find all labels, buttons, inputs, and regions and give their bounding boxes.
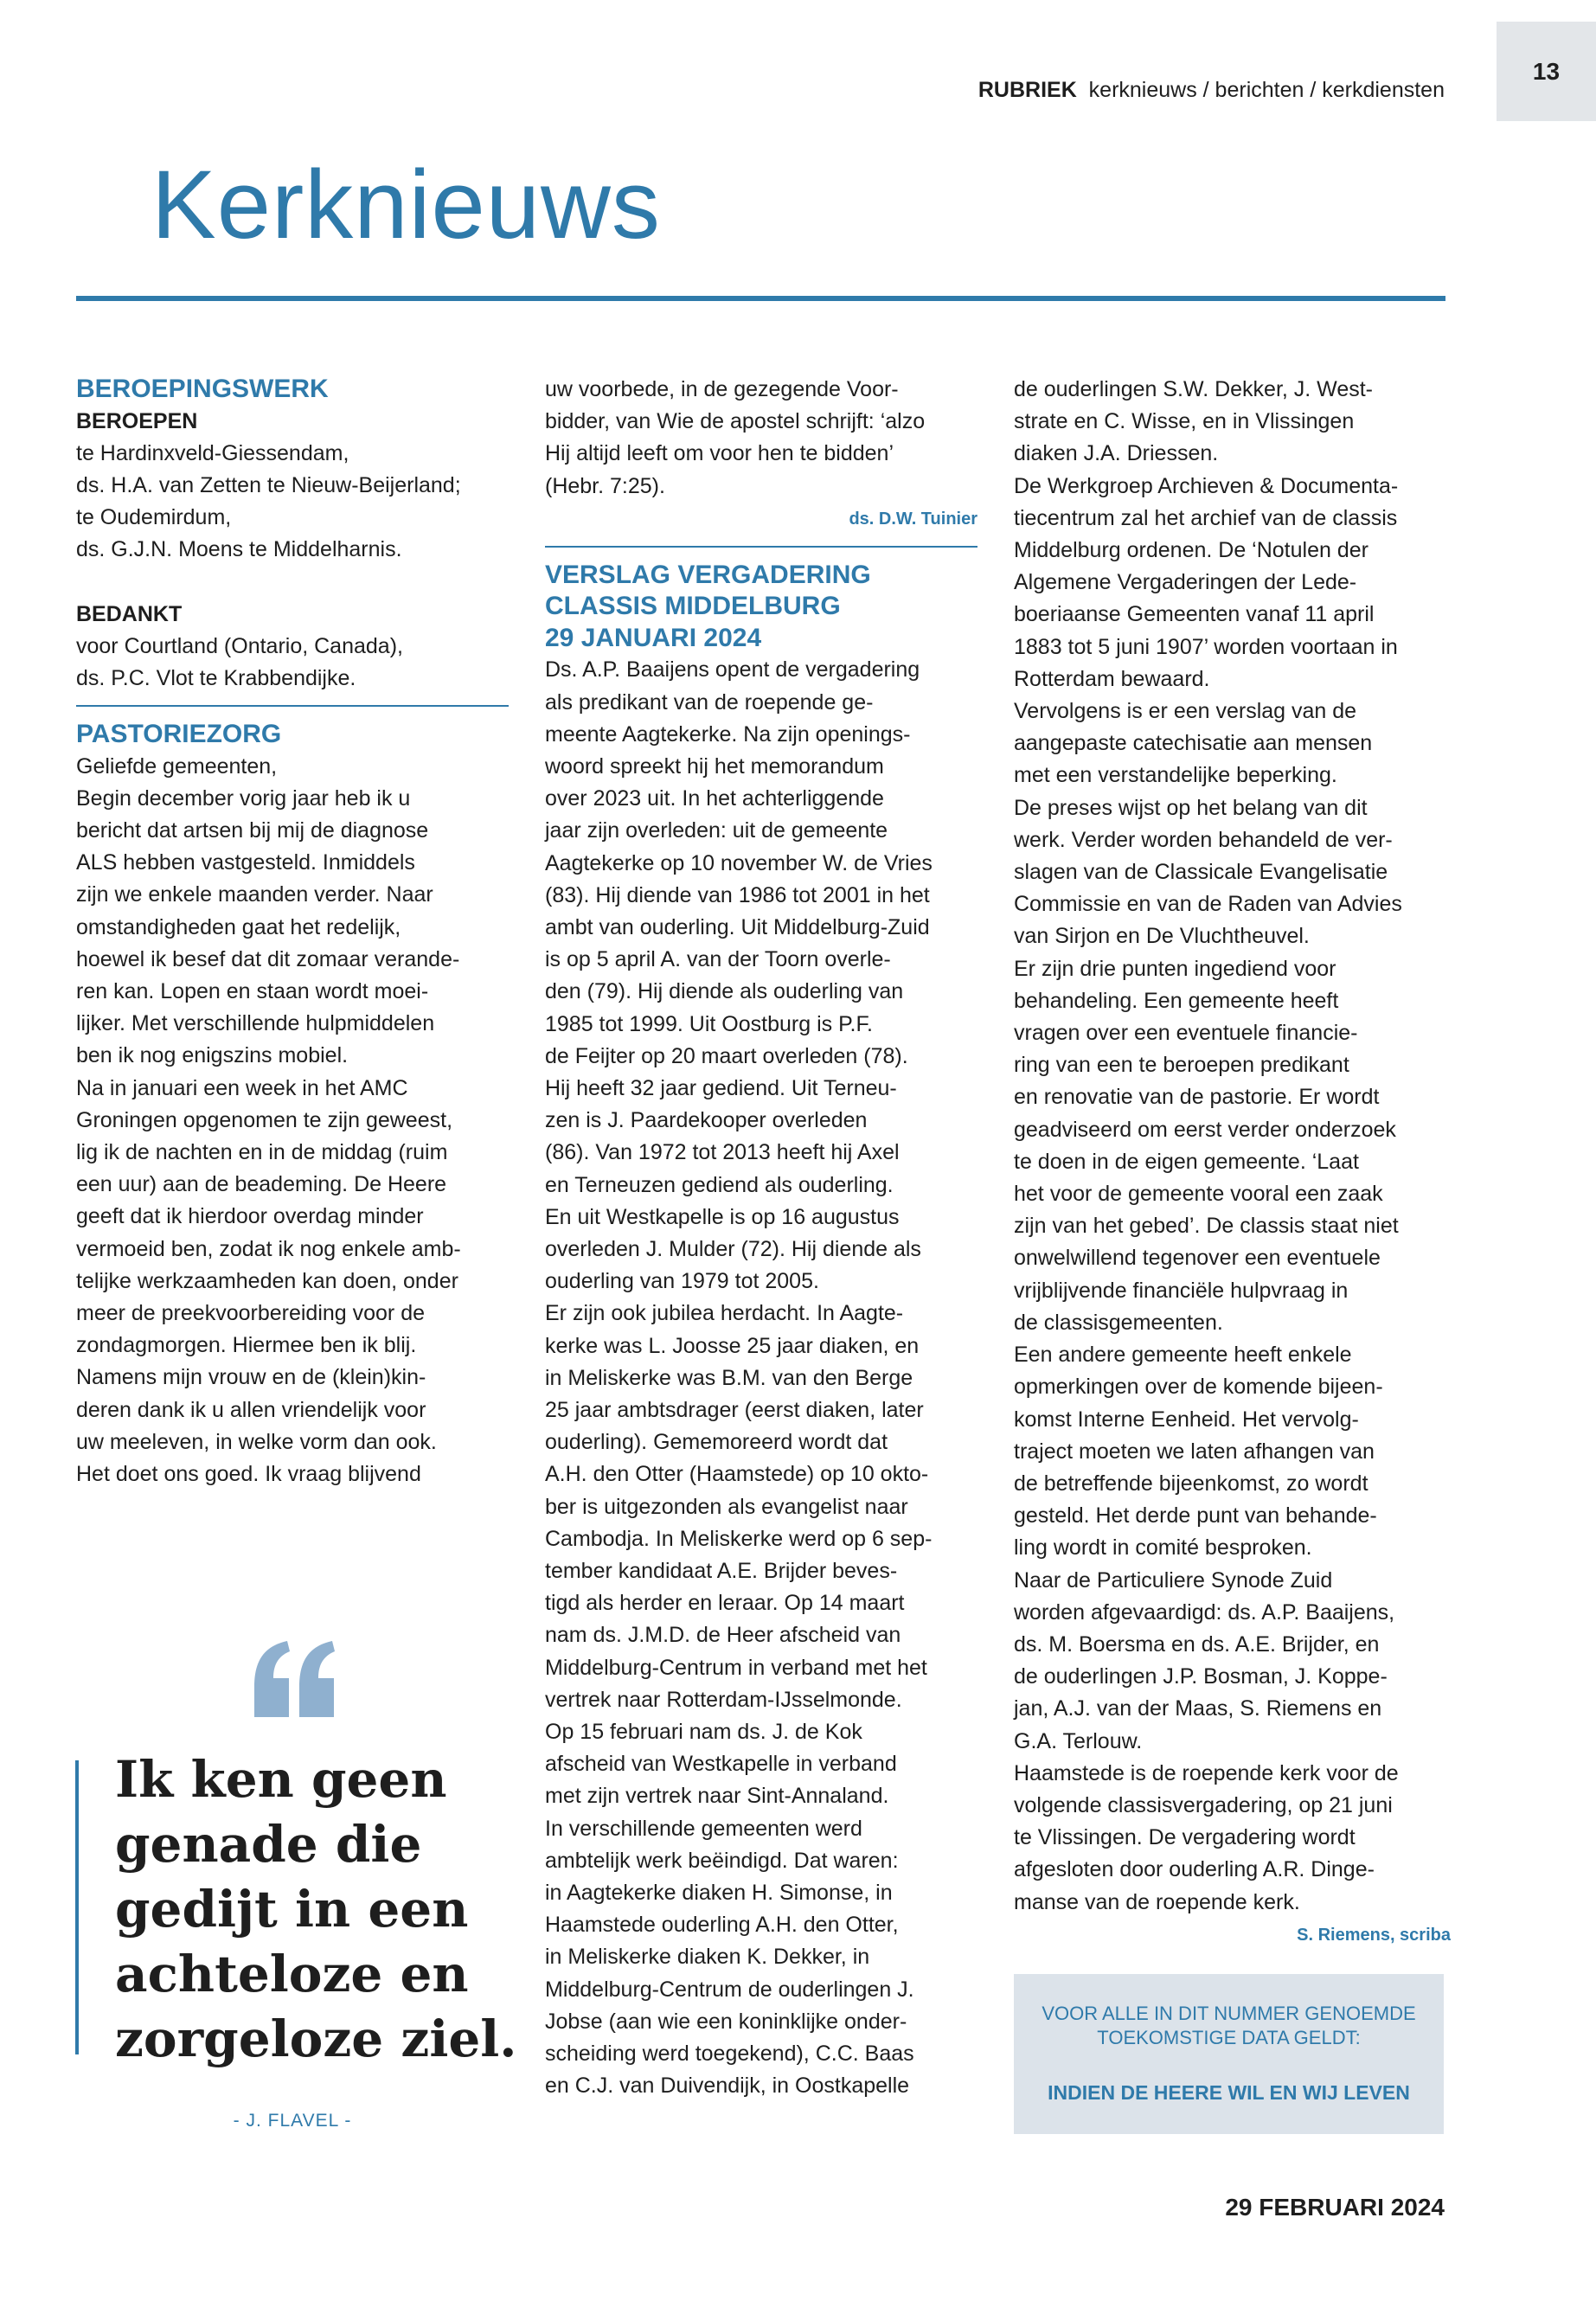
text-line: geeft dat ik hierdoor overdag minder — [76, 1204, 424, 1229]
text-line: volgende classisvergadering, op 21 juni — [1014, 1792, 1393, 1817]
text-line: 25 jaar ambtsdrager (eerst diaken, later — [545, 1397, 924, 1422]
verslag-body — [545, 654, 977, 2102]
text-line: bericht dat artsen bij mij de diagnose — [76, 818, 429, 843]
text-line: (86). Van 1972 tot 2013 heeft hij Axel — [545, 1140, 900, 1165]
header-rubriek — [978, 78, 1445, 103]
text-line: over 2023 uit. In het achterliggende — [545, 786, 884, 811]
text-line: Op 15 februari nam ds. J. de Kok — [545, 1720, 862, 1745]
pastoriezorg-continued — [545, 374, 977, 503]
text-line: de ouderlingen S.W. Dekker, J. West- — [1014, 377, 1374, 401]
verslag-signature: S. Riemens, scriba — [1297, 1925, 1451, 1945]
text-line: Groningen opgenomen te zijn geweest, — [76, 1107, 453, 1132]
pull-quote: Ik ken geen genade die gedijt in een achteloze en zorgeloze ziel. — [115, 1750, 517, 2068]
text-line: meer de preekvoorbereiding voor de — [76, 1301, 426, 1326]
section-divider — [545, 546, 977, 548]
text-line: Rotterdam bewaard. — [1014, 666, 1210, 691]
quote-author: - J. FLAVEL - — [233, 2111, 352, 2131]
notice-box — [1014, 1974, 1444, 2134]
column-1 — [76, 374, 509, 1490]
text-line: Ds. A.P. Baaijens opent de vergadering — [545, 657, 920, 683]
text-line: lig ik de nachten en in de middag (ruim — [76, 1140, 448, 1165]
text-line: gesteld. Het derde punt van behande- — [1014, 1503, 1377, 1529]
text-line: een uur) aan de beademing. De Heere — [76, 1172, 447, 1197]
text-line: boeriaanse Gemeenten vanaf 11 april — [1014, 602, 1375, 627]
text-line: geadviseerd om eerst verder onderzoek — [1014, 1117, 1396, 1142]
text-line: met zijn vertrek naar Sint-Annaland. — [545, 1784, 889, 1809]
text-line: nam ds. J.M.D. de Heer afscheid van — [545, 1623, 901, 1648]
text-line: uw meeleven, in welke vorm dan ook. — [76, 1429, 437, 1454]
text-line: Vervolgens is er een verslag van de — [1014, 699, 1357, 724]
text-line: Cambodja. In Meliskerke werd op 6 sep- — [545, 1526, 933, 1551]
text-line: en Terneuzen gediend als ouderling. — [545, 1172, 894, 1197]
bedankt-list — [76, 631, 509, 695]
text-line: ds. P.C. Vlot te Krabbendijke. — [76, 665, 356, 690]
text-line: jan, A.J. van der Maas, S. Riemens en — [1014, 1696, 1382, 1721]
text-line: zen is J. Paardekooper overleden — [545, 1108, 868, 1133]
rubriek-label: RUBRIEK — [977, 78, 1077, 102]
text-line: en renovatie van de pastorie. Er wordt — [1014, 1085, 1380, 1110]
text-line: Begin december vorig jaar heb ik u — [76, 785, 411, 811]
notice-strong: INDIEN DE HEERE WIL EN WIJ LEVEN — [1048, 2081, 1410, 2104]
text-line: Haamstede is de roepende kerk voor de — [1014, 1760, 1399, 1785]
verslag-heading — [545, 560, 977, 655]
text-line: vragen over een eventuele financie- — [1014, 1021, 1358, 1046]
text-line: In verschillende gemeenten werd — [545, 1816, 862, 1841]
pastoriezorg-body — [76, 751, 509, 1491]
pastoriezorg-signature: ds. D.W. Tuinier — [849, 509, 977, 529]
text-line: ling wordt in comité besproken. — [1014, 1535, 1312, 1561]
beroepen-label: BEROEPEN — [76, 408, 198, 433]
text-line: A.H. den Otter (Haamstede) op 10 okto- — [545, 1462, 929, 1487]
text-line: zondagmorgen. Hiermee ben ik blij. — [76, 1333, 417, 1358]
text-line: Er zijn ook jubilea herdacht. In Aagte- — [545, 1301, 904, 1326]
text-line: diaken J.A. Driessen. — [1014, 441, 1219, 466]
section-divider — [76, 705, 509, 707]
beroepingswerk-heading: BEROEPINGSWERK — [76, 375, 329, 403]
text-line: ouderling van 1979 tot 2005. — [545, 1269, 819, 1294]
verslag-heading-line: VERSLAG VERGADERING — [545, 560, 871, 589]
text-line: voor Courtland (Ontario, Canada), — [76, 633, 403, 658]
text-line: behandeling. Een gemeente heeft — [1014, 988, 1339, 1013]
text-line: De Werkgroep Archieven & Documenta- — [1014, 473, 1399, 498]
text-line: Aagtekerke op 10 november W. de Vries — [545, 850, 933, 875]
text-line: ben ik nog enigszins mobiel. — [76, 1043, 349, 1068]
column-3 — [1014, 374, 1451, 1952]
text-line: kerke was L. Joosse 25 jaar diaken, en — [545, 1333, 920, 1358]
text-line: Haamstede ouderling A.H. den Otter, — [545, 1913, 899, 1938]
text-line: de betreffende bijeenkomst, zo wordt — [1014, 1471, 1368, 1496]
text-line: woord spreekt hij het memorandum — [545, 753, 884, 779]
text-line: onwelwillend tegenover een eventuele — [1014, 1246, 1381, 1271]
text-line: Algemene Vergaderingen der Lede- — [1014, 570, 1357, 595]
text-line: Na in januari een week in het AMC — [76, 1075, 408, 1100]
text-line: ber is uitgezonden als evangelist naar — [545, 1494, 908, 1519]
text-line: Middelburg-Centrum de ouderlingen J. — [545, 1977, 914, 2002]
text-line: komst Interne Eenheid. Het vervolg- — [1014, 1407, 1359, 1432]
text-line: in Aagtekerke diaken H. Simonse, in — [545, 1881, 893, 1906]
text-line: traject moeten we laten afhangen van — [1014, 1439, 1375, 1464]
text-line: den (79). Hij diende als ouderling van — [545, 979, 904, 1004]
spacer — [76, 567, 509, 599]
text-line: werk. Verder worden behandeld de ver- — [1014, 827, 1393, 852]
text-line: Namens mijn vrouw en de (klein)kin- — [76, 1365, 426, 1390]
beroepen-list — [76, 438, 509, 567]
text-line: Geliefde gemeenten, — [76, 753, 278, 779]
text-line: Hij altijd leeft om voor hen te bidden’ — [545, 441, 894, 466]
text-line: Het doet ons goed. Ik vraag blijvend — [76, 1462, 421, 1487]
text-line: ambt van ouderling. Uit Middelburg-Zuid — [545, 914, 930, 939]
text-line: te Hardinxveld-Giessendam, — [76, 440, 349, 465]
text-line: ren kan. Lopen en staan wordt moei- — [76, 979, 429, 1004]
text-line: is op 5 april A. van der Toorn overle- — [545, 947, 891, 972]
text-line: jaar zijn overleden: uit de gemeente — [545, 818, 888, 843]
text-line: met een verstandelijke beperking. — [1014, 763, 1337, 788]
text-line: worden afgevaardigd: ds. A.P. Baaijens, — [1014, 1599, 1395, 1625]
notice-line: VOOR ALLE IN DIT NUMMER GENOEMDE — [1042, 2003, 1416, 2024]
page-number: 13 — [1497, 22, 1596, 121]
text-line: 1883 tot 5 juni 1907’ worden voortaan in — [1014, 634, 1398, 659]
text-line: afgesloten door ouderling A.R. Dinge- — [1014, 1857, 1375, 1882]
text-line: ds. M. Boersma en ds. A.E. Brijder, en — [1014, 1631, 1380, 1657]
text-line: slagen van de Classicale Evangelisatie — [1014, 860, 1388, 885]
text-line: ring van een te beroepen predikant — [1014, 1053, 1349, 1078]
text-line: als predikant van de roepende ge- — [545, 689, 874, 715]
text-line: strate en C. Wisse, en in Vlissingen — [1014, 409, 1355, 434]
text-line: de classisgemeenten. — [1014, 1310, 1223, 1335]
text-line: de ouderlingen J.P. Bosman, J. Koppe- — [1014, 1664, 1388, 1689]
text-line: G.A. Terlouw. — [1014, 1728, 1143, 1753]
text-line: Jobse (aan wie een koninklijke onder- — [545, 2009, 907, 2034]
text-line: Naar de Particuliere Synode Zuid — [1014, 1567, 1333, 1593]
text-line: scheiding werd toegekend), C.C. Baas — [545, 2041, 914, 2067]
text-line: telijke werkzaamheden kan doen, onder — [76, 1268, 458, 1293]
column-2 — [545, 374, 977, 2102]
text-line: (83). Hij diende van 1986 tot 2001 in het — [545, 882, 930, 907]
text-line: Commissie en van de Raden van Advies — [1014, 892, 1402, 917]
text-line: in Meliskerke was B.M. van den Berge — [545, 1365, 913, 1390]
text-line: Middelburg ordenen. De ‘Notulen der — [1014, 538, 1368, 563]
pastoriezorg-heading: PASTORIEZORG — [76, 720, 282, 749]
text-line: manse van de roepende kerk. — [1014, 1889, 1300, 1914]
text-line: meente Aagtekerke. Na zijn openings- — [545, 721, 911, 747]
text-line: zijn we enkele maanden verder. Naar — [76, 882, 433, 907]
text-line: (Hebr. 7:25). — [545, 473, 665, 498]
quote-bar — [75, 1760, 79, 2054]
quote-mark-icon — [251, 1639, 337, 1721]
verslag-heading-line: 29 JANUARI 2024 — [545, 623, 762, 652]
page-title: Kerknieuws — [151, 151, 661, 259]
text-line: Er zijn drie punten ingediend voor — [1014, 956, 1336, 981]
text-line: hoewel ik besef dat dit zomaar verande- — [76, 946, 460, 971]
text-line: opmerkingen over de komende bijeen- — [1014, 1375, 1383, 1400]
text-line: afscheid van Westkapelle in verband — [545, 1752, 897, 1777]
text-line: overleden J. Mulder (72). Hij diende als — [545, 1236, 921, 1261]
text-line: omstandigheden gaat het redelijk, — [76, 914, 401, 939]
text-line: ambtelijk werk beëindigd. Dat waren: — [545, 1848, 899, 1873]
text-line: vrijblijvende financiële hulpvraag in — [1014, 1278, 1349, 1303]
text-line: Middelburg-Centrum in verband met het — [545, 1655, 927, 1680]
verslag-heading-line: CLASSIS MIDDELBURG — [545, 592, 841, 621]
text-line: 1985 tot 1999. Uit Oostburg is P.F. — [545, 1011, 873, 1036]
text-line: te doen in de eigen gemeente. ‘Laat — [1014, 1149, 1359, 1174]
text-line: de Feijter op 20 maart overleden (78). — [545, 1043, 908, 1068]
issue-date: 29 FEBRUARI 2024 — [1225, 2194, 1445, 2221]
text-line: bidder, van Wie de apostel schrijft: ‘alzo — [545, 409, 926, 434]
text-line: in Meliskerke diaken K. Dekker, in — [545, 1945, 870, 1970]
text-line: tiecentrum zal het archief van de classis — [1014, 505, 1398, 530]
text-line: zijn van het gebed’. De classis staat niet — [1014, 1214, 1399, 1239]
text-line: De preses wijst op het belang van dit — [1014, 795, 1368, 820]
rubriek-text: kerknieuws / berichten / kerkdiensten — [1088, 78, 1445, 102]
text-line: lijker. Met verschillende hulpmiddelen — [76, 1011, 435, 1036]
notice-line: TOEKOMSTIGE DATA GELDT: — [1097, 2027, 1361, 2048]
text-line: Een andere gemeente heeft enkele — [1014, 1343, 1352, 1368]
text-line: het voor de gemeente vooral een zaak — [1014, 1182, 1383, 1207]
bedankt-label: BEDANKT — [76, 601, 183, 626]
text-line: ds. G.J.N. Moens te Middelharnis. — [76, 537, 402, 562]
text-line: En uit Westkapelle is op 16 augustus — [545, 1204, 900, 1229]
text-line: te Vlissingen. De vergadering wordt — [1014, 1825, 1356, 1850]
text-line: deren dank ik u allen vriendelijk voor — [76, 1397, 426, 1422]
title-divider — [76, 296, 1445, 301]
text-line: te Oudemirdum, — [76, 505, 232, 530]
text-line: ouderling). Gememoreerd wordt dat — [545, 1430, 888, 1455]
text-line: tigd als herder en leraar. Op 14 maart — [545, 1591, 905, 1616]
text-line: Hij heeft 32 jaar gediend. Uit Terneu- — [545, 1075, 897, 1100]
text-line: tember kandidaat A.E. Brijder beves- — [545, 1559, 898, 1583]
text-line: vertrek naar Rotterdam-IJsselmonde. — [545, 1687, 902, 1712]
text-line: vermoeid ben, zodat ik nog enkele amb- — [76, 1236, 461, 1261]
text-line: aangepaste catechisatie aan mensen — [1014, 731, 1373, 756]
text-line: van Sirjon en De Vluchtheuvel. — [1014, 924, 1310, 949]
verslag-body-continued — [1014, 374, 1451, 1919]
text-line: en C.J. van Duivendijk, in Oostkapelle — [545, 2073, 910, 2099]
text-line: uw voorbede, in de gezegende Voor- — [545, 377, 899, 401]
text-line: ds. H.A. van Zetten te Nieuw-Beijerland; — [76, 472, 461, 497]
text-line: ALS hebben vastgesteld. Inmiddels — [76, 850, 415, 875]
